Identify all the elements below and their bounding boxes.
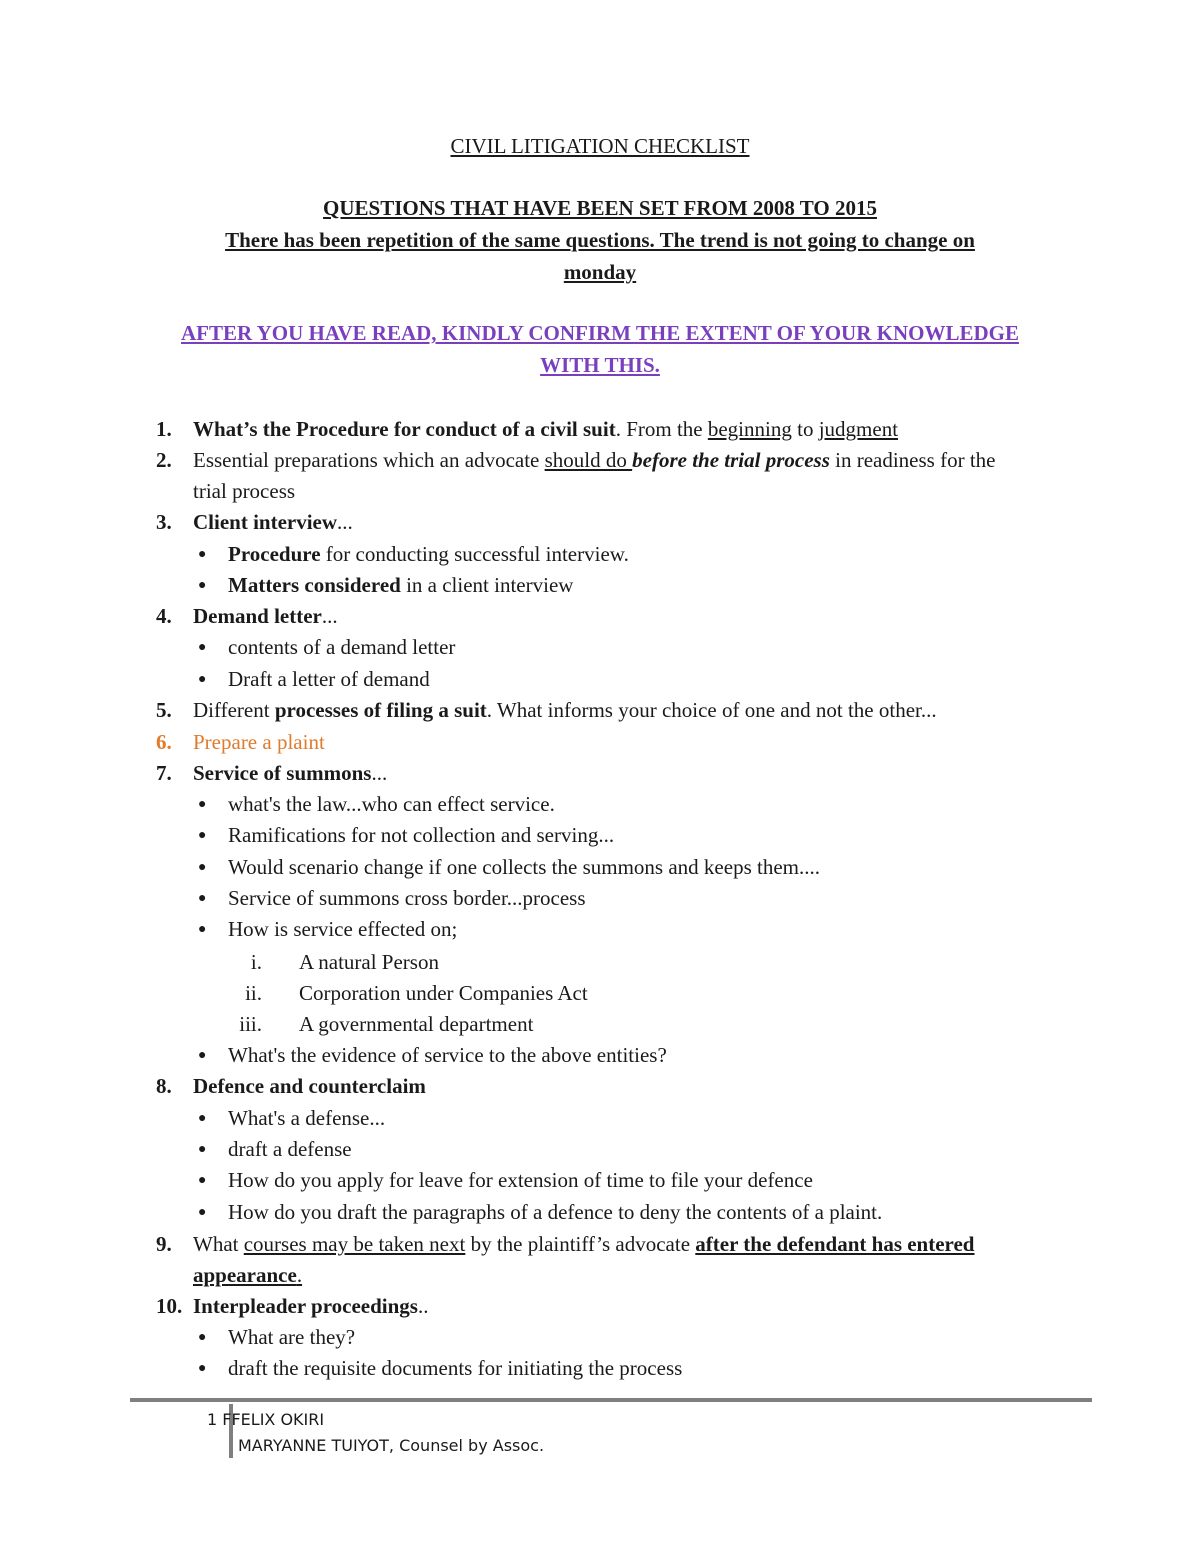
bullet-text: draft a defense — [228, 1137, 352, 1161]
item-text-bold: Service of summons — [193, 761, 372, 785]
item-text-bold: Interpleader proceedings — [193, 1294, 418, 1318]
bullet-text: What's the evidence of service to the above entities? — [228, 1043, 667, 1067]
item-text: trial process — [193, 479, 296, 503]
list-item-8 — [0, 1071, 1200, 1102]
bullet-icon: ● — [198, 672, 207, 687]
bullet-icon: ● — [198, 860, 207, 875]
bullet-text: What's a defense... — [228, 1106, 386, 1130]
note-line-2: monday — [563, 260, 637, 284]
bullet-item — [0, 632, 1200, 663]
bullet-item — [0, 914, 1200, 945]
footer-divider — [130, 1398, 1092, 1402]
roman-item — [0, 978, 1200, 1009]
bullet-text: Ramifications for not collection and serving... — [228, 823, 615, 847]
bullet-item — [0, 1353, 1200, 1384]
item-number: 10. — [156, 1294, 183, 1318]
bullet-item — [0, 1103, 1200, 1134]
document-subtitle: QUESTIONS THAT HAVE BEEN SET FROM 2008 TO 2015 — [323, 196, 877, 220]
item-text-bold-underlined: after the defendant has entered — [695, 1232, 975, 1256]
bullet-item — [0, 1322, 1200, 1353]
bullet-icon: ● — [198, 1330, 207, 1345]
item-text: .. — [417, 1294, 429, 1318]
list-item-2 — [0, 445, 1200, 476]
item-text-bold: processes of filing a suit — [274, 698, 487, 722]
list-item-10 — [0, 1291, 1200, 1322]
bullet-item — [0, 1040, 1200, 1071]
item-text-underlined: judgment — [818, 417, 899, 441]
item-text-bold-italic: before the trial process — [632, 448, 830, 472]
bullet-text-bold: Procedure — [228, 542, 321, 566]
bullet-item — [0, 820, 1200, 851]
item-text-bold: Client interview — [193, 510, 338, 534]
bullet-icon: ● — [198, 1048, 207, 1063]
item-text-underlined: . — [296, 1263, 303, 1287]
bullet-icon: ● — [198, 640, 207, 655]
document-title: CIVIL LITIGATION CHECKLIST — [450, 134, 750, 158]
item-text: Essential preparations which an advocate — [193, 448, 545, 472]
list-item-9 — [0, 1229, 1200, 1260]
instruction-line-2: WITH THIS. — [540, 353, 660, 377]
bullet-icon: ● — [198, 1361, 207, 1376]
bullet-item — [0, 852, 1200, 883]
bullet-item — [0, 1165, 1200, 1196]
item-text: What — [193, 1232, 244, 1256]
bullet-text: How do you draft the paragraphs of a defence to deny the contents of a plaint. — [228, 1200, 883, 1224]
bullet-icon: ● — [198, 1142, 207, 1157]
bullet-icon: ● — [198, 1173, 207, 1188]
item-number: 9. — [156, 1232, 172, 1256]
item-number: 7. — [156, 761, 172, 785]
bullet-item — [0, 1197, 1200, 1228]
bullet-text: what's the law...who can effect service. — [228, 792, 555, 816]
footer-line-2: MARYANNE TUIYOT, Counsel by Assoc. — [238, 1436, 545, 1455]
bullet-item — [0, 1134, 1200, 1165]
item-text: Different — [193, 698, 275, 722]
list-item-7 — [0, 758, 1200, 789]
list-item-2-continuation — [0, 476, 1200, 507]
item-text-underlined: beginning — [707, 417, 792, 441]
bullet-item — [0, 570, 1200, 601]
bullet-text: Would scenario change if one collects the summons and keeps them.... — [228, 855, 820, 879]
bullet-icon: ● — [198, 1205, 207, 1220]
roman-item — [0, 947, 1200, 978]
item-text-bold-underlined: appearance — [193, 1263, 297, 1287]
item-text: to — [791, 417, 819, 441]
roman-text: A governmental department — [299, 1012, 534, 1036]
bullet-icon: ● — [198, 578, 207, 593]
item-number: 4. — [156, 604, 172, 628]
item-text-bold: Demand letter — [193, 604, 322, 628]
bullet-text-bold: Matters considered — [228, 573, 401, 597]
footer-line-1: 1 FFELIX OKIRI — [207, 1410, 325, 1429]
roman-numeral: ii. — [245, 981, 262, 1005]
item-number: 1. — [156, 417, 172, 441]
roman-item — [0, 1009, 1200, 1040]
roman-numeral: i. — [250, 950, 262, 974]
item-text-bold: What’s the Procedure for conduct of a civil suit — [193, 417, 616, 441]
item-number: 8. — [156, 1074, 172, 1098]
item-text: . From the — [615, 417, 708, 441]
bullet-text: Service of summons cross border...process — [228, 886, 586, 910]
instruction-line-1: AFTER YOU HAVE READ, KINDLY CONFIRM THE EXTENT OF YOUR KNOWLEDGE — [181, 321, 1019, 345]
bullet-icon: ● — [198, 828, 207, 843]
roman-text: Corporation under Companies Act — [299, 981, 588, 1005]
list-item-1 — [0, 414, 1200, 445]
item-text: in readiness for the — [829, 448, 996, 472]
item-text-underlined: courses may be taken next — [243, 1232, 466, 1256]
roman-text: A natural Person — [299, 950, 439, 974]
item-number: 2. — [156, 448, 172, 472]
bullet-item — [0, 539, 1200, 570]
bullet-text: Draft a letter of demand — [228, 667, 430, 691]
list-item-4 — [0, 601, 1200, 632]
item-number: 5. — [156, 698, 172, 722]
bullet-text: draft the requisite documents for initiating the process — [228, 1356, 683, 1380]
bullet-text: What are they? — [228, 1325, 356, 1349]
bullet-text: How do you apply for leave for extension of time to file your defence — [228, 1168, 813, 1192]
roman-numeral: iii. — [239, 1012, 262, 1036]
bullet-item — [0, 664, 1200, 695]
list-item-3 — [0, 507, 1200, 538]
list-item-6 — [0, 727, 1200, 758]
list-item-5 — [0, 695, 1200, 726]
item-text: ... — [371, 761, 388, 785]
bullet-icon: ● — [198, 797, 207, 812]
bullet-icon: ● — [198, 891, 207, 906]
bullet-item — [0, 789, 1200, 820]
bullet-text: in a client interview — [400, 573, 574, 597]
bullet-item — [0, 883, 1200, 914]
bullet-text: for conducting successful interview. — [320, 542, 629, 566]
item-text: . What informs your choice of one and not the other... — [486, 698, 937, 722]
item-text-bold: Defence and counterclaim — [193, 1074, 426, 1098]
bullet-text: How is service effected on; — [228, 917, 458, 941]
item-text: Prepare a plaint — [193, 730, 325, 754]
bullet-icon: ● — [198, 547, 207, 562]
list-item-9-continuation — [0, 1260, 1200, 1291]
note-line-1: There has been repetition of the same questions. The trend is not going to change on — [225, 228, 975, 252]
item-text-underlined: should do — [544, 448, 633, 472]
item-number: 3. — [156, 510, 172, 534]
item-text: ... — [337, 510, 353, 534]
bullet-text: contents of a demand letter — [228, 635, 456, 659]
item-number: 6. — [156, 730, 172, 754]
item-text: by the plaintiff’s advocate — [465, 1232, 696, 1256]
bullet-icon: ● — [198, 1111, 207, 1126]
bullet-icon: ● — [198, 922, 207, 937]
item-text: ... — [321, 604, 338, 628]
